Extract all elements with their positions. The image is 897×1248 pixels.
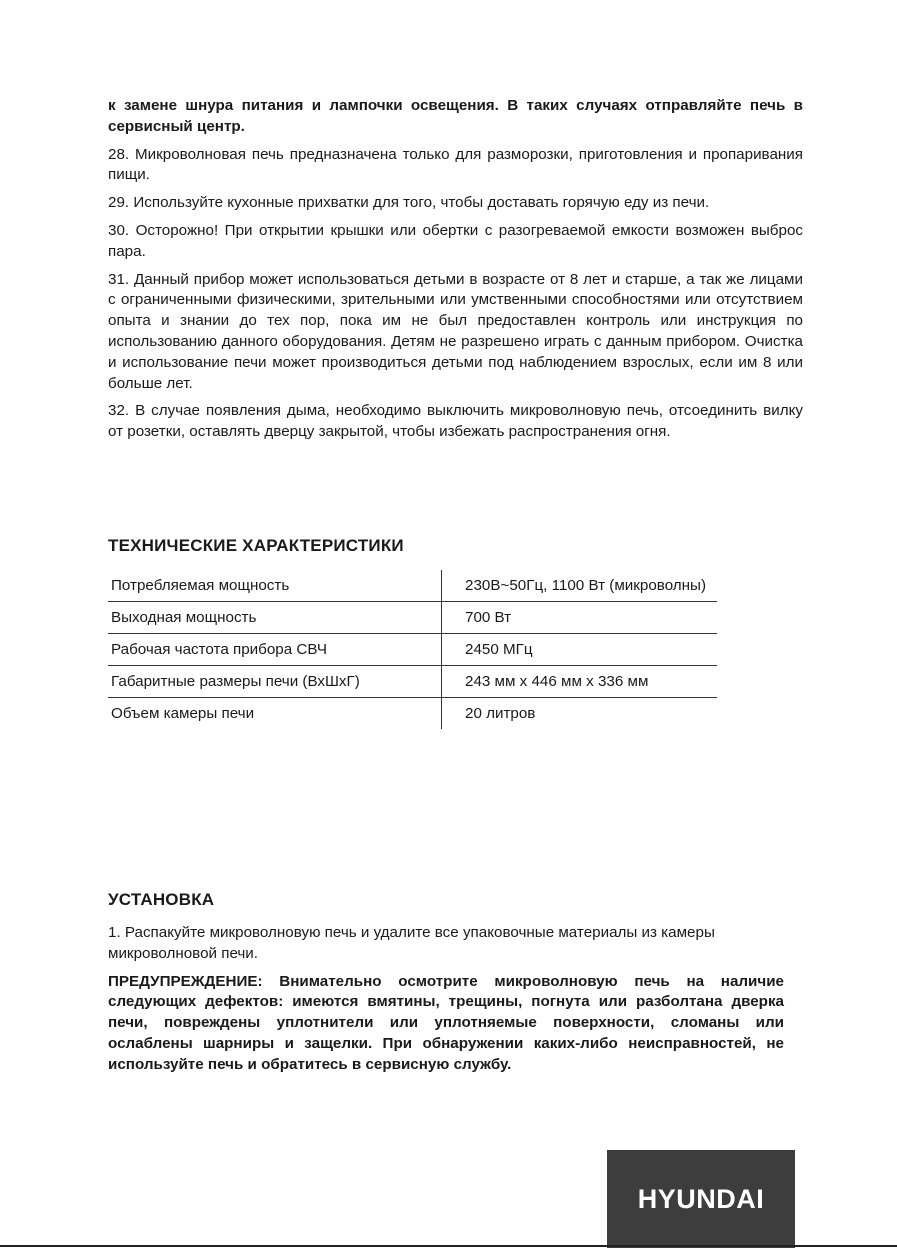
spec-label: Объем камеры печи	[108, 698, 442, 730]
brand-logo	[607, 1150, 795, 1248]
install-heading: УСТАНОВКА	[108, 890, 215, 909]
paragraph-29: 29. Используйте кухонные прихватки для того, чтобы доставать горячую еду из печи.	[108, 194, 710, 212]
spec-label: Габаритные размеры печи (ВхШхГ)	[108, 666, 442, 698]
page-bottom-rule	[0, 1245, 897, 1247]
spec-value: 2450 МГц	[442, 634, 718, 666]
install-warning: ПРЕДУПРЕЖДЕНИЕ: Внимательно осмотрите микроволновую печь на наличие следующих дефектов: имеются вмятины, трещины, погнута или разболтана дверка печи, повреждены уплотнители или уплотняемые поверхности, сломаны или ослаблены шарниры и защелки. При обнаружении каких-либо неисправностей, не используйте печь и обратитесь в сервисную службу.	[108, 972, 784, 1073]
table-row	[108, 634, 717, 666]
spec-value: 20 литров	[465, 705, 536, 722]
spec-value: 243 мм х 446 мм х 336 мм	[442, 666, 718, 698]
table-row	[108, 666, 717, 698]
install-section	[108, 923, 784, 1083]
paragraph-32: 32. В случае появления дыма, необходимо выключить микроволновую печь, отсоединить вилку от розетки, оставлять дверцу закрытой, чтобы избежать распространения огня.	[108, 402, 803, 441]
paragraph-continued-warning: к замене шнура питания и лампочки освещения. В таких случаях отправляйте печь в сервисный центр.	[108, 97, 803, 135]
specs-table	[108, 570, 717, 729]
spec-label: Потребляемая мощность	[108, 570, 442, 602]
paragraph-28: 28. Микроволновая печь предназначена только для разморозки, приготовления и пропаривания пищи.	[108, 145, 803, 184]
paragraph-31: 31. Данный прибор может использоваться детьми в возрасте от 8 лет и старше, а так же лицами с ограниченными физическими, зрительными или умственными способностями или отсутствием опыта и знании до тех пор, пока им не был предоставлен контроль или инструкция по использованию данного оборудования. Детям не разрешено играть с данным прибором. Очистка и использование печи может производиться детьми под наблюдением взрослых, если им 8 или больше лет.	[108, 270, 803, 392]
spec-value: 700 Вт	[442, 602, 718, 634]
spec-value: 230В~50Гц, 1100 Вт (микроволны)	[442, 570, 718, 602]
spec-label: Выходная мощность	[108, 602, 442, 634]
brand-logo-text: HYUNDAI	[637, 1183, 765, 1214]
table-row	[108, 570, 717, 602]
install-step-1: 1. Распакуйте микроволновую печь и удалите все упаковочные материалы из камеры микроволновой печи.	[108, 924, 715, 962]
safety-instructions	[108, 96, 803, 450]
paragraph-30: 30. Осторожно! При открытии крышки или обертки с разогреваемой емкости возможен выброс пара.	[108, 221, 803, 260]
table-row	[108, 698, 717, 730]
specs-heading: ТЕХНИЧЕСКИЕ ХАРАКТЕРИСТИКИ	[108, 536, 404, 555]
table-row	[108, 602, 717, 634]
spec-label: Рабочая частота прибора СВЧ	[108, 634, 442, 666]
